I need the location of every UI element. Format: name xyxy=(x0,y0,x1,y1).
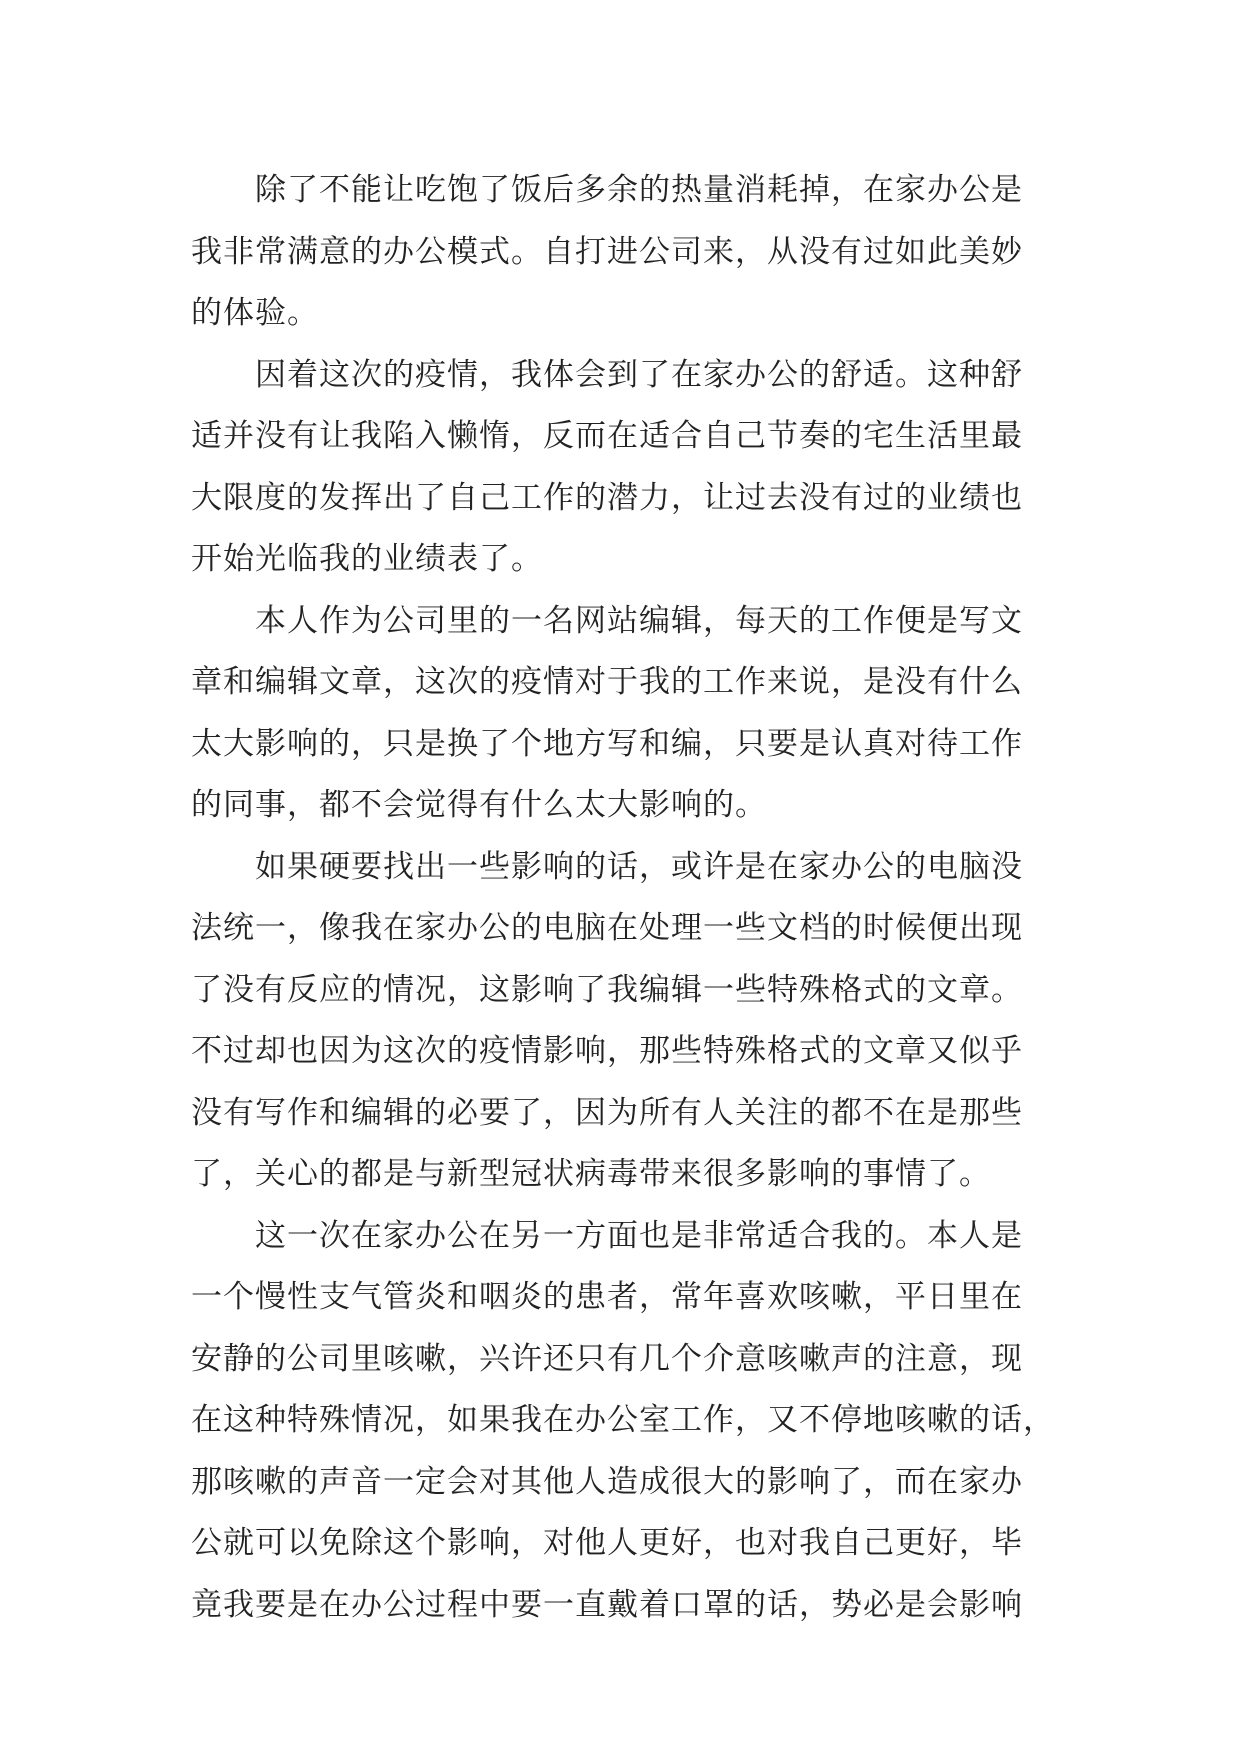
text-line: 法统一，像我在家办公的电脑在处理一些文档的时候便出现 xyxy=(191,910,1023,946)
text-line: 安静的公司里咳嗽，兴许还只有几个介意咳嗽声的注意，现 xyxy=(191,1340,1023,1377)
text-line: 的体验。 xyxy=(191,295,319,331)
text-line: 大限度的发挥出了自己工作的潜力，让过去没有过的业绩也 xyxy=(191,479,1023,516)
text-line: 如果硬要找出一些影响的话，或许是在家办公的电脑没 xyxy=(255,848,1023,885)
paragraph-1 xyxy=(191,160,1051,345)
text-line: 没有写作和编辑的必要了，因为所有人关注的都不在是那些 xyxy=(191,1094,1023,1131)
text-line: 本人作为公司里的一名网站编辑，每天的工作便是写文 xyxy=(255,602,1023,639)
text-line: 一个慢性支气管炎和咽炎的患者，常年喜欢咳嗽，平日里在 xyxy=(191,1279,1023,1315)
paragraph-4 xyxy=(191,837,1051,1206)
paragraph-3 xyxy=(191,591,1051,837)
text-line: 章和编辑文章，这次的疫情对于我的工作来说，是没有什么 xyxy=(191,664,1023,700)
text-line: 公就可以免除这个影响，对他人更好，也对我自己更好，毕 xyxy=(191,1525,1023,1561)
text-line: 了没有反应的情况，这影响了我编辑一些特殊格式的文章。 xyxy=(191,971,1023,1008)
text-line: 在这种特殊情况，如果我在办公室工作，又不停地咳嗽的话， xyxy=(191,1402,1055,1438)
text-line: 这一次在家办公在另一方面也是非常适合我的。本人是 xyxy=(255,1217,1023,1254)
text-line: 那咳嗽的声音一定会对其他人造成很大的影响了，而在家办 xyxy=(191,1463,1023,1500)
text-line: 竟我要是在办公过程中要一直戴着口罩的话，势必是会影响 xyxy=(191,1586,1023,1623)
text-line: 不过却也因为这次的疫情影响，那些特殊格式的文章又似乎 xyxy=(191,1033,1023,1069)
text-line: 开始光临我的业绩表了。 xyxy=(191,541,543,577)
text-line: 我非常满意的办公模式。自打进公司来，从没有过如此美妙 xyxy=(191,233,1023,270)
text-line: 了，关心的都是与新型冠状病毒带来很多影响的事情了。 xyxy=(191,1156,991,1192)
paragraph-2 xyxy=(191,345,1051,591)
text-line: 除了不能让吃饱了饭后多余的热量消耗掉，在家办公是 xyxy=(255,172,1023,208)
text-line: 因着这次的疫情，我体会到了在家办公的舒适。这种舒 xyxy=(255,356,1023,393)
paragraph-5 xyxy=(191,1206,1055,1637)
text-line: 太大影响的，只是换了个地方写和编，只要是认真对待工作 xyxy=(191,725,1023,762)
text-line: 适并没有让我陷入懒惰，反而在适合自己节奏的宅生活里最 xyxy=(191,418,1023,454)
document-body xyxy=(191,160,1055,1636)
text-line: 的同事，都不会觉得有什么太大影响的。 xyxy=(191,787,767,823)
